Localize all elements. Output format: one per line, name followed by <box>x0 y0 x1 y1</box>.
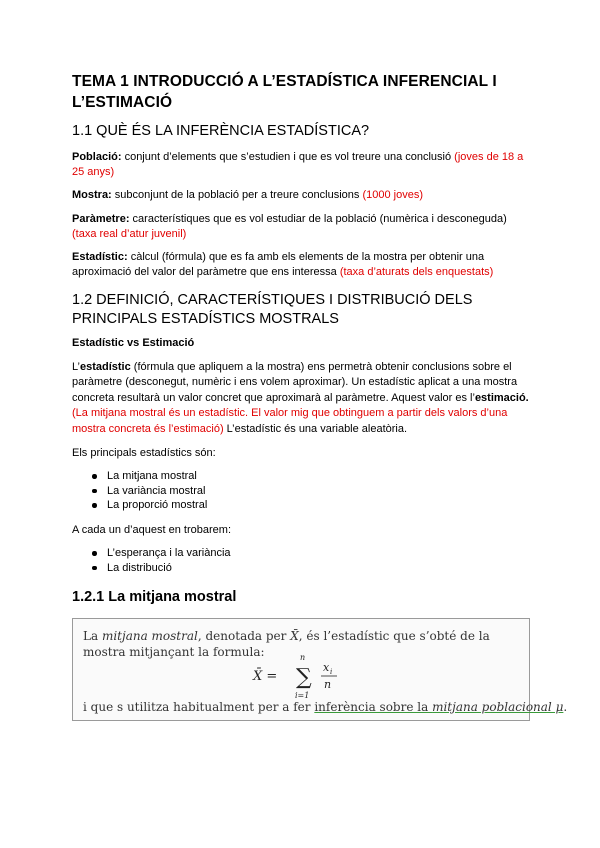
box-text: , és l’estadístic que s’obté de la mostra mitjançant la formula: <box>83 629 490 659</box>
list-item: La proporció mostral <box>91 498 207 513</box>
box-text: La <box>83 629 102 643</box>
formula-sum-lower: i=1 <box>295 691 310 700</box>
term: Població: <box>72 151 122 163</box>
definition-parametre <box>72 212 534 243</box>
red-example: (La mitjana mostral és un estadístic. El valor mig que obtinguem a partir dels valors d’una mostra concreta és l’estimació) <box>72 407 508 435</box>
page-title: TEMA 1 INTRODUCCIÓ A L’ESTADÍSTICA INFERENCIAL I L’ESTIMACIÓ <box>72 73 497 111</box>
box-emphasis: mitjana mostral <box>101 629 198 643</box>
example-text: (1000 joves) <box>362 189 423 201</box>
definition-text: subconjunt de la població per a treure conclusions <box>111 189 363 201</box>
list-principals-estadistics <box>91 469 207 513</box>
section-1-2-heading: 1.2 DEFINICIÓ, CARACTERÍSTIQUES I DISTRIBUCIÓ DELS PRINCIPALS ESTADÍSTICS MOSTRALS <box>72 292 473 327</box>
list1-intro: Els principals estadístics són: <box>72 447 216 459</box>
box-text: . <box>563 700 568 714</box>
list2-intro: A cada un d’aquest en trobarem: <box>72 524 231 536</box>
definition-text: característiques que es vol estudiar de la població (numèrica i desconeguda) <box>129 213 507 225</box>
definition-mostra <box>72 188 534 203</box>
subheading-estadistic-vs-estimacio: Estadístic vs Estimació <box>72 337 195 349</box>
link-emphasis: mitjana poblacional μ <box>432 700 564 714</box>
list-item: La variància mostral <box>91 484 207 499</box>
mean-formula <box>251 651 371 701</box>
section-1-2-1-heading: 1.2.1 La mitjana mostral <box>72 589 237 605</box>
example-text: (taxa real d’atur juvenil) <box>72 228 187 241</box>
link-inferencia[interactable] <box>314 700 563 714</box>
box-text: , denotada per <box>197 629 291 643</box>
box-usage-text <box>83 699 567 715</box>
formula-sigma: ∑ <box>296 665 312 690</box>
definition-box-mitjana-mostral <box>72 618 568 721</box>
formula-numerator: x <box>323 661 330 674</box>
term: Mostra: <box>72 189 112 201</box>
paragraph-estadistic <box>72 360 534 437</box>
list-item: La distribució <box>91 561 231 576</box>
example-text: (joves de 18 a 25 anys) <box>72 151 524 179</box>
definition-text: conjunt d’elements que s’estudien i que es vol treure una conclusió <box>121 151 455 163</box>
box-text: i que s utilitza habitualment per a fer <box>83 700 315 714</box>
formula-sum-upper: n <box>300 653 306 662</box>
term-estadistic: estadístic <box>79 361 131 373</box>
list-item: L’esperança i la variància <box>91 546 231 561</box>
formula-lhs: X̄ = <box>253 669 278 684</box>
para-text: L’ <box>72 361 80 373</box>
formula-numerator-sub: i <box>330 668 333 676</box>
list-a-cada-un <box>91 546 231 575</box>
term-estimacio: estimació. <box>474 391 529 404</box>
para-text: (fórmula que apliquem a la mostra) ens permetrà obtenir conclusions sobre el paràmetre (desconegut, numèric i ens volem aproximar). Un estadístic aplicat a una mostra concreta resultarà un valor concret que aproximarà al paràmetre. Aquest valor es l’ <box>72 361 518 404</box>
formula-denominator: n <box>324 678 332 691</box>
term: Estadístic: <box>72 251 128 263</box>
definition-estadistic <box>72 250 534 281</box>
para-text: L’estadístic és una variable aleatòria. <box>223 422 408 435</box>
list-item: La mitjana mostral <box>91 469 207 484</box>
definition-poblacio <box>72 150 534 181</box>
definition-text: càlcul (fórmula) que es fa amb els elements de la mostra per obtenir una aproximació del valor del paràmetre que ens interessa <box>72 251 485 279</box>
term: Paràmetre: <box>72 213 130 225</box>
box-variable: X̄ <box>290 629 299 643</box>
link-text: inferència sobre la <box>314 700 433 714</box>
example-text: (taxa d’aturats dels enquestats) <box>339 266 494 279</box>
section-1-1-heading: 1.1 QUÈ ÉS LA INFERÈNCIA ESTADÍSTICA? <box>72 123 370 139</box>
